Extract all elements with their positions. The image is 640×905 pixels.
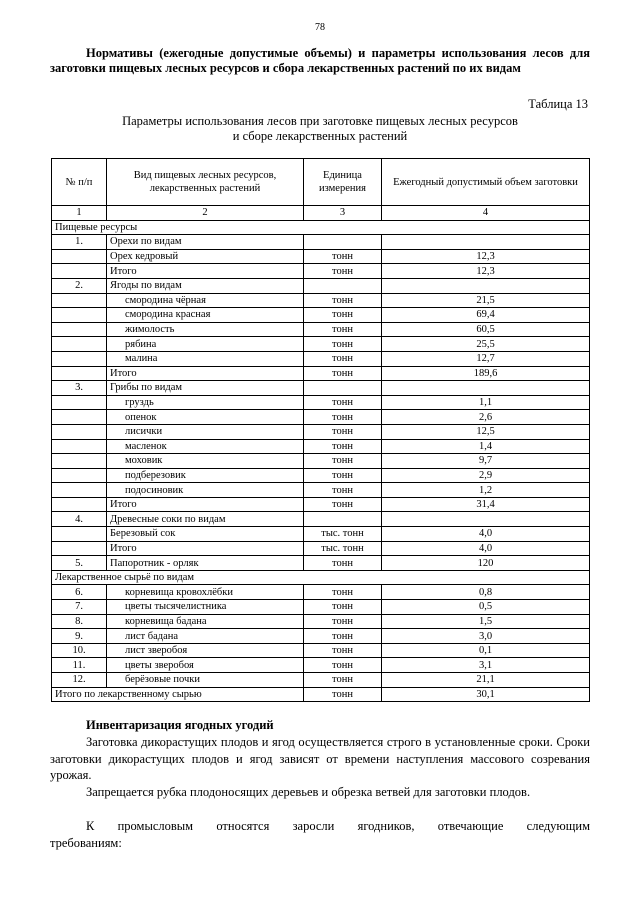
table-row xyxy=(52,570,590,585)
heading-text: Нормативы (ежегодные допустимые объемы) и параметры использования лесов для заготовки пищевых лесных ресурсов и сбора лекарственных растений по их видам xyxy=(50,46,590,75)
unit-cell: тонн xyxy=(304,673,382,688)
value-cell: 2,9 xyxy=(382,468,590,483)
name-cell: смородина чёрная xyxy=(107,293,304,308)
value-cell: 120 xyxy=(382,556,590,571)
table-row xyxy=(52,541,590,556)
value-cell: 1,5 xyxy=(382,614,590,629)
value-cell: 1,4 xyxy=(382,439,590,454)
unit-cell: тонн xyxy=(304,366,382,381)
unit-cell: тонн xyxy=(304,410,382,425)
value-cell xyxy=(382,235,590,250)
page-number: 78 xyxy=(315,22,325,33)
number-cell xyxy=(52,249,107,264)
unit-cell: тонн xyxy=(304,687,382,702)
name-cell: Итого xyxy=(107,264,304,279)
number-cell: 9. xyxy=(52,629,107,644)
number-cell: 4. xyxy=(52,512,107,527)
name-cell: Орехи по видам xyxy=(107,235,304,250)
table-row xyxy=(52,556,590,571)
unit-cell: тыс. тонн xyxy=(304,541,382,556)
unit-cell: тонн xyxy=(304,293,382,308)
unit-cell: тонн xyxy=(304,395,382,410)
name-cell: Итого xyxy=(107,366,304,381)
table-header-row xyxy=(52,159,590,206)
header-cell: Вид пищевых лесных ресурсов, лекарственных растений xyxy=(107,159,304,206)
unit-cell: тонн xyxy=(304,249,382,264)
name-cell: моховик xyxy=(107,454,304,469)
column-number-row xyxy=(52,206,590,221)
unit-cell: тыс. тонн xyxy=(304,527,382,542)
number-cell xyxy=(52,454,107,469)
table-caption-line2: и сборе лекарственных растений xyxy=(232,129,408,143)
name-cell: Орех кедровый xyxy=(107,249,304,264)
header-cell: Единица измерения xyxy=(304,159,382,206)
value-cell: 4,0 xyxy=(382,541,590,556)
unit-cell: тонн xyxy=(304,351,382,366)
unit-cell: тонн xyxy=(304,337,382,352)
section-row-label: Пищевые ресурсы xyxy=(52,220,590,235)
table-row xyxy=(52,614,590,629)
value-cell: 12,3 xyxy=(382,249,590,264)
unit-cell: тонн xyxy=(304,629,382,644)
name-cell: смородина красная xyxy=(107,308,304,323)
value-cell xyxy=(382,278,590,293)
number-cell xyxy=(52,483,107,498)
number-cell: 10. xyxy=(52,643,107,658)
total-row-label: Итого по лекарственному сырью xyxy=(52,687,304,702)
table-row xyxy=(52,687,590,702)
table-row xyxy=(52,337,590,352)
value-cell: 0,5 xyxy=(382,600,590,615)
number-cell: 7. xyxy=(52,600,107,615)
table-row xyxy=(52,468,590,483)
unit-cell: тонн xyxy=(304,322,382,337)
table-row xyxy=(52,585,590,600)
number-cell: 12. xyxy=(52,673,107,688)
number-cell: 6. xyxy=(52,585,107,600)
col-number-cell: 1 xyxy=(52,206,107,221)
value-cell: 25,5 xyxy=(382,337,590,352)
number-cell xyxy=(52,293,107,308)
number-cell xyxy=(52,366,107,381)
value-cell xyxy=(382,381,590,396)
table-row xyxy=(52,483,590,498)
value-cell: 21,1 xyxy=(382,673,590,688)
name-cell: рябина xyxy=(107,337,304,352)
value-cell: 0,1 xyxy=(382,643,590,658)
table-row xyxy=(52,308,590,323)
table-row xyxy=(52,366,590,381)
table-row xyxy=(52,658,590,673)
number-cell: 1. xyxy=(52,235,107,250)
name-cell: Итого xyxy=(107,497,304,512)
value-cell: 3,0 xyxy=(382,629,590,644)
value-cell: 0,8 xyxy=(382,585,590,600)
number-cell xyxy=(52,424,107,439)
table-row xyxy=(52,643,590,658)
number-cell xyxy=(52,468,107,483)
table-row xyxy=(52,629,590,644)
number-cell xyxy=(52,410,107,425)
number-cell xyxy=(52,351,107,366)
name-cell: масленок xyxy=(107,439,304,454)
number-cell xyxy=(52,395,107,410)
number-cell xyxy=(52,322,107,337)
table-row xyxy=(52,600,590,615)
table-row xyxy=(52,497,590,512)
unit-cell: тонн xyxy=(304,424,382,439)
value-cell: 9,7 xyxy=(382,454,590,469)
paragraph-line: К промысловым относятся заросли ягодников, отвечающие следующим xyxy=(86,819,590,833)
value-cell: 3,1 xyxy=(382,658,590,673)
paragraph: Заготовка дикорастущих плодов и ягод осуществляется строго в установленные сроки. Сроки заготовки дикорастущих плодов и ягод зависят от времени наступления массового созревания урожая. xyxy=(50,735,590,782)
value-cell: 1,2 xyxy=(382,483,590,498)
number-cell xyxy=(52,497,107,512)
value-cell: 21,5 xyxy=(382,293,590,308)
name-cell: лисички xyxy=(107,424,304,439)
number-cell xyxy=(52,308,107,323)
name-cell: жимолость xyxy=(107,322,304,337)
name-cell: подосиновик xyxy=(107,483,304,498)
resources-table xyxy=(51,158,590,702)
name-cell: Папоротник - орляк xyxy=(107,556,304,571)
unit-cell: тонн xyxy=(304,497,382,512)
table-row xyxy=(52,454,590,469)
name-cell: корневища бадана xyxy=(107,614,304,629)
value-cell: 4,0 xyxy=(382,527,590,542)
name-cell: Древесные соки по видам xyxy=(107,512,304,527)
number-cell xyxy=(52,527,107,542)
unit-cell xyxy=(304,278,382,293)
number-cell: 11. xyxy=(52,658,107,673)
name-cell: Итого xyxy=(107,541,304,556)
paragraph: Запрещается рубка плодоносящих деревьев и обрезка ветвей для заготовки плодов. xyxy=(86,785,531,799)
table-body xyxy=(52,159,590,702)
unit-cell: тонн xyxy=(304,600,382,615)
name-cell: лист зверобоя xyxy=(107,643,304,658)
page-heading xyxy=(50,46,590,76)
name-cell: Ягоды по видам xyxy=(107,278,304,293)
value-cell: 189,6 xyxy=(382,366,590,381)
name-cell: лист бадана xyxy=(107,629,304,644)
number-cell xyxy=(52,439,107,454)
section-title: Инвентаризация ягодных угодий xyxy=(86,718,274,732)
number-cell: 2. xyxy=(52,278,107,293)
unit-cell: тонн xyxy=(304,658,382,673)
number-cell xyxy=(52,337,107,352)
header-cell: Ежегодный допустимый объем заготовки xyxy=(382,159,590,206)
value-cell: 1,1 xyxy=(382,395,590,410)
table-row xyxy=(52,351,590,366)
name-cell: берёзовые почки xyxy=(107,673,304,688)
section-row-label: Лекарственное сырьё по видам xyxy=(52,570,590,585)
number-cell: 5. xyxy=(52,556,107,571)
number-cell: 3. xyxy=(52,381,107,396)
paragraph xyxy=(50,818,590,851)
table-caption xyxy=(50,114,590,144)
name-cell: Березовый сок xyxy=(107,527,304,542)
table-label: Таблица 13 xyxy=(528,97,588,111)
name-cell: малина xyxy=(107,351,304,366)
value-cell: 12,3 xyxy=(382,264,590,279)
col-number-cell: 2 xyxy=(107,206,304,221)
table-row xyxy=(52,220,590,235)
table-row xyxy=(52,439,590,454)
table-caption-line1: Параметры использования лесов при заготовке пищевых лесных ресурсов xyxy=(122,114,518,128)
unit-cell xyxy=(304,512,382,527)
name-cell: Грибы по видам xyxy=(107,381,304,396)
number-cell xyxy=(52,541,107,556)
col-number-cell: 4 xyxy=(382,206,590,221)
unit-cell: тонн xyxy=(304,308,382,323)
paragraph-line: требованиям: xyxy=(50,835,122,850)
unit-cell: тонн xyxy=(304,585,382,600)
value-cell: 60,5 xyxy=(382,322,590,337)
unit-cell: тонн xyxy=(304,264,382,279)
unit-cell xyxy=(304,235,382,250)
number-cell: 8. xyxy=(52,614,107,629)
unit-cell: тонн xyxy=(304,468,382,483)
name-cell: корневища кровохлёбки xyxy=(107,585,304,600)
value-cell: 69,4 xyxy=(382,308,590,323)
unit-cell: тонн xyxy=(304,643,382,658)
table-row xyxy=(52,278,590,293)
unit-cell: тонн xyxy=(304,483,382,498)
table-row xyxy=(52,249,590,264)
unit-cell xyxy=(304,381,382,396)
name-cell: подберезовик xyxy=(107,468,304,483)
table-row xyxy=(52,264,590,279)
unit-cell: тонн xyxy=(304,556,382,571)
table-row xyxy=(52,410,590,425)
name-cell: опенок xyxy=(107,410,304,425)
value-cell: 31,4 xyxy=(382,497,590,512)
table-row xyxy=(52,235,590,250)
value-cell: 30,1 xyxy=(382,687,590,702)
value-cell xyxy=(382,512,590,527)
name-cell: груздь xyxy=(107,395,304,410)
unit-cell: тонн xyxy=(304,439,382,454)
value-cell: 12,5 xyxy=(382,424,590,439)
col-number-cell: 3 xyxy=(304,206,382,221)
value-cell: 2,6 xyxy=(382,410,590,425)
name-cell: цветы зверобоя xyxy=(107,658,304,673)
unit-cell: тонн xyxy=(304,614,382,629)
table-row xyxy=(52,527,590,542)
name-cell: цветы тысячелистника xyxy=(107,600,304,615)
header-cell: № п/п xyxy=(52,159,107,206)
table-row xyxy=(52,293,590,308)
table-row xyxy=(52,381,590,396)
table-row xyxy=(52,673,590,688)
table-row xyxy=(52,512,590,527)
value-cell: 12,7 xyxy=(382,351,590,366)
number-cell xyxy=(52,264,107,279)
unit-cell: тонн xyxy=(304,454,382,469)
table-row xyxy=(52,395,590,410)
table-row xyxy=(52,322,590,337)
table-row xyxy=(52,424,590,439)
